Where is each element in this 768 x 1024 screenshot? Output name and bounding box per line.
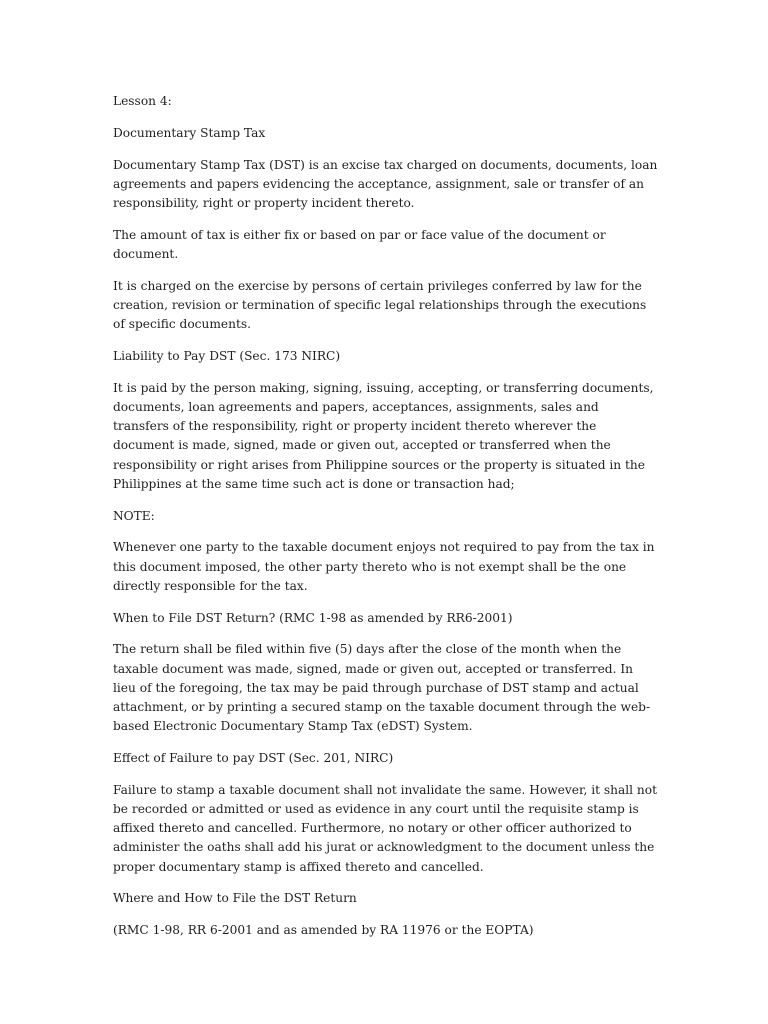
liability-paragraph: It is paid by the person making, signing, issuing, accepting, or transferring documents, documents, loan agreements and papers, acceptances, assignments, sales and transfers of the responsibility, right or property incident thereto wherever the document is made, signed, made or given out, accepted or transferred when the responsibility or right arises from Philippine sources or the property is situated in the Philippines at the same time such act is done or transaction had;: [113, 380, 654, 491]
where-how-reference: (RMC 1-98, RR 6-2001 and as amended by RA 11976 or the EOPTA): [113, 923, 534, 938]
failure-effect-paragraph: Failure to stamp a taxable document shall not invalidate the same. However, it shall not be recorded or admitted or used as evidence in any court until the requisite stamp is affixed thereto and cancelled. Furthermore, no notary or other officer authorized to administer the oaths shall add his jurat or acknowledgment to the document unless the proper documentary stamp is affixed thereto and cancelled.: [113, 782, 657, 874]
liability-heading: Liability to Pay DST (Sec. 173 NIRC): [113, 349, 341, 363]
amount-paragraph: The amount of tax is either fix or based on par or face value of the document or document.: [113, 227, 606, 261]
document-body: [113, 92, 658, 953]
lesson-label: Lesson 4:: [113, 94, 172, 108]
failure-effect-heading: Effect of Failure to pay DST (Sec. 201, NIRC): [113, 751, 394, 766]
where-how-heading: Where and How to File the DST Return: [113, 891, 357, 906]
note-paragraph: Whenever one party to the taxable document enjoys not required to pay from the tax in this document imposed, the other party thereto who is not exempt shall be the one directly responsible for the tax.: [113, 540, 655, 593]
charged-paragraph: It is charged on the exercise by persons of certain privileges conferred by law for the creation, revision or termination of specific legal relationships through the executions of specific documents.: [113, 278, 647, 332]
document-title: Documentary Stamp Tax: [113, 125, 266, 140]
note-label: NOTE:: [113, 508, 155, 523]
intro-paragraph: Documentary Stamp Tax (DST) is an excise tax charged on documents, documents, loan agreements and papers evidencing the acceptance, assignment, sale or transfer of an responsibility, right or property incident thereto.: [113, 157, 658, 210]
when-to-file-heading: When to File DST Return? (RMC 1-98 as amended by RR6-2001): [113, 610, 513, 625]
when-to-file-paragraph: The return shall be filed within five (5) days after the close of the month when the taxable document was made, signed, made or given out, accepted or transferred. In lieu of the foregoing, the tax may be paid through purchase of DST stamp and actual attachment, or by printing a secured stamp on the taxable document through the web-based Electronic Documentary Stamp Tax (eDST) System.: [113, 642, 651, 734]
